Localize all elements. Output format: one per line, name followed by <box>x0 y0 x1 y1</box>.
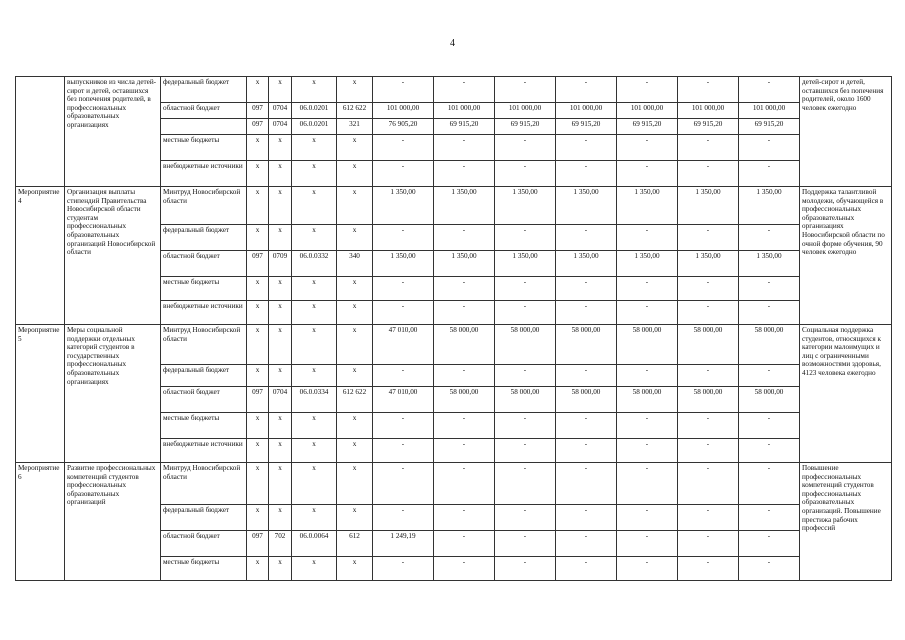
event-cell: Мероприятие 4 <box>16 187 65 325</box>
amount-cell: 69 915,20 <box>739 119 800 135</box>
code-cell-rz: 0704 <box>269 119 292 135</box>
amount-cell: 58 000,00 <box>617 325 678 365</box>
amount-cell: - <box>739 161 800 187</box>
amount-cell: - <box>678 505 739 531</box>
amount-cell: - <box>495 413 556 439</box>
amount-cell: - <box>373 439 434 463</box>
amount-cell: - <box>556 413 617 439</box>
code-cell-vr: 321 <box>337 119 373 135</box>
amount-cell: 101 000,00 <box>678 103 739 119</box>
code-cell-vr: х <box>337 301 373 325</box>
event-cell: Мероприятие 6 <box>16 463 65 581</box>
code-cell-csr: х <box>292 225 337 251</box>
amount-cell: - <box>617 77 678 103</box>
amount-cell: - <box>434 557 495 581</box>
amount-cell: - <box>739 301 800 325</box>
code-cell-grbs: х <box>247 365 269 387</box>
amount-cell: - <box>495 277 556 301</box>
code-cell-csr: х <box>292 463 337 505</box>
code-cell-rz: х <box>269 135 292 161</box>
amount-cell: - <box>678 557 739 581</box>
amount-cell: 58 000,00 <box>617 387 678 413</box>
amount-cell: - <box>495 463 556 505</box>
amount-cell: - <box>495 77 556 103</box>
amount-cell: - <box>434 505 495 531</box>
code-cell-csr: х <box>292 439 337 463</box>
code-cell-vr: х <box>337 439 373 463</box>
code-cell-rz: 0709 <box>269 251 292 277</box>
code-cell-rz: х <box>269 463 292 505</box>
amount-cell: - <box>617 225 678 251</box>
code-cell-rz: х <box>269 557 292 581</box>
amount-cell: - <box>739 225 800 251</box>
code-cell-vr: х <box>337 135 373 161</box>
amount-cell: - <box>678 225 739 251</box>
funding-source-cell: федеральный бюджет <box>161 225 247 251</box>
amount-cell: 1 350,00 <box>678 187 739 225</box>
amount-cell: - <box>678 301 739 325</box>
amount-cell: - <box>556 135 617 161</box>
code-cell-vr: х <box>337 413 373 439</box>
code-cell-grbs: х <box>247 187 269 225</box>
table-row <box>16 187 892 225</box>
code-cell-rz: 0704 <box>269 103 292 119</box>
amount-cell: 47 010,00 <box>373 325 434 365</box>
code-cell-grbs: х <box>247 161 269 187</box>
budget-table <box>15 76 892 581</box>
code-cell-csr: 06.0.0334 <box>292 387 337 413</box>
expected-result-cell: детей-сирот и детей, оставшихся без попечения родителей, около 1600 человек ежегодно <box>800 77 892 187</box>
amount-cell: 69 915,20 <box>678 119 739 135</box>
code-cell-csr: х <box>292 161 337 187</box>
code-cell-vr: х <box>337 187 373 225</box>
code-cell-rz: х <box>269 325 292 365</box>
code-cell-vr: 612 622 <box>337 387 373 413</box>
amount-cell: - <box>556 505 617 531</box>
page-number: 4 <box>450 38 455 49</box>
amount-cell: 1 350,00 <box>556 251 617 277</box>
amount-cell: 58 000,00 <box>739 387 800 413</box>
code-cell-csr: х <box>292 135 337 161</box>
code-cell-vr: х <box>337 225 373 251</box>
amount-cell: 58 000,00 <box>434 325 495 365</box>
table-row <box>16 463 892 505</box>
funding-source-cell: федеральный бюджет <box>161 365 247 387</box>
code-cell-grbs: х <box>247 557 269 581</box>
amount-cell: - <box>678 365 739 387</box>
code-cell-grbs: х <box>247 135 269 161</box>
event-cell <box>16 77 65 187</box>
funding-source-cell: местные бюджеты <box>161 277 247 301</box>
amount-cell: - <box>739 365 800 387</box>
code-cell-rz: х <box>269 277 292 301</box>
funding-source-cell: внебюджетные источники <box>161 439 247 463</box>
code-cell-csr: х <box>292 557 337 581</box>
code-cell-vr: 612 <box>337 531 373 557</box>
amount-cell: - <box>739 463 800 505</box>
amount-cell: - <box>739 439 800 463</box>
amount-cell: 101 000,00 <box>373 103 434 119</box>
amount-cell: - <box>434 161 495 187</box>
code-cell-grbs: х <box>247 439 269 463</box>
amount-cell: - <box>434 301 495 325</box>
amount-cell: - <box>434 463 495 505</box>
code-cell-csr: х <box>292 301 337 325</box>
amount-cell: - <box>495 505 556 531</box>
amount-cell: - <box>373 557 434 581</box>
amount-cell: 69 915,20 <box>617 119 678 135</box>
amount-cell: - <box>495 365 556 387</box>
amount-cell: - <box>678 531 739 557</box>
amount-cell: - <box>739 531 800 557</box>
amount-cell: 47 010,00 <box>373 387 434 413</box>
code-cell-csr: х <box>292 187 337 225</box>
table-row <box>16 325 892 365</box>
code-cell-csr: х <box>292 77 337 103</box>
amount-cell: - <box>434 365 495 387</box>
code-cell-grbs: х <box>247 325 269 365</box>
amount-cell: - <box>678 463 739 505</box>
amount-cell: - <box>495 557 556 581</box>
code-cell-csr: 06.0.0201 <box>292 119 337 135</box>
code-cell-grbs: х <box>247 277 269 301</box>
funding-source-cell: областной бюджет <box>161 251 247 277</box>
code-cell-rz: х <box>269 413 292 439</box>
code-cell-grbs: х <box>247 301 269 325</box>
amount-cell: 1 350,00 <box>678 251 739 277</box>
amount-cell: 101 000,00 <box>739 103 800 119</box>
amount-cell: - <box>617 505 678 531</box>
code-cell-csr: х <box>292 413 337 439</box>
code-cell-csr: 06.0.0332 <box>292 251 337 277</box>
amount-cell: - <box>373 365 434 387</box>
amount-cell: - <box>617 413 678 439</box>
amount-cell: - <box>678 77 739 103</box>
amount-cell: 1 350,00 <box>373 251 434 277</box>
amount-cell: 1 350,00 <box>434 187 495 225</box>
amount-cell: - <box>617 463 678 505</box>
amount-cell: 76 905,20 <box>373 119 434 135</box>
amount-cell: 1 350,00 <box>556 187 617 225</box>
code-cell-vr: х <box>337 161 373 187</box>
amount-cell: - <box>373 463 434 505</box>
amount-cell: - <box>678 413 739 439</box>
funding-source-cell: Минтруд Новосибирской области <box>161 325 247 365</box>
funding-source-cell: областной бюджет <box>161 103 247 119</box>
code-cell-rz: х <box>269 161 292 187</box>
amount-cell: - <box>678 135 739 161</box>
funding-source-cell <box>161 119 247 135</box>
description-cell: Организация выплаты стипендий Правительства Новосибирской области студентам профессиональных образовательных организаций Новосибирской области <box>65 187 161 325</box>
funding-source-cell: областной бюджет <box>161 387 247 413</box>
amount-cell: - <box>556 439 617 463</box>
code-cell-grbs: 097 <box>247 531 269 557</box>
event-cell: Мероприятие 5 <box>16 325 65 463</box>
amount-cell: 101 000,00 <box>556 103 617 119</box>
amount-cell: - <box>678 161 739 187</box>
funding-source-cell: внебюджетные источники <box>161 301 247 325</box>
amount-cell: 1 350,00 <box>495 187 556 225</box>
code-cell-csr: 06.0.0064 <box>292 531 337 557</box>
description-cell: Меры социальной поддержки отдельных категорий студентов в государственных профессиональных образовательных организациях <box>65 325 161 463</box>
code-cell-csr: х <box>292 505 337 531</box>
code-cell-rz: х <box>269 439 292 463</box>
code-cell-vr: 612 622 <box>337 103 373 119</box>
funding-source-cell: местные бюджеты <box>161 557 247 581</box>
amount-cell: 58 000,00 <box>495 387 556 413</box>
amount-cell: - <box>617 557 678 581</box>
description-cell: Развитие профессиональных компетенций студентов профессиональных образовательных организаций <box>65 463 161 581</box>
funding-source-cell: областной бюджет <box>161 531 247 557</box>
code-cell-grbs: х <box>247 463 269 505</box>
expected-result-cell: Поддержка талантливой молодежи, обучающейся в профессиональных образовательных организациях Новосибирской области по очной форме обучения, 90 человек ежегодно <box>800 187 892 325</box>
amount-cell: 1 350,00 <box>739 251 800 277</box>
code-cell-grbs: х <box>247 505 269 531</box>
funding-source-cell: Минтруд Новосибирской области <box>161 187 247 225</box>
amount-cell: - <box>434 439 495 463</box>
amount-cell: 1 350,00 <box>617 187 678 225</box>
code-cell-vr: х <box>337 463 373 505</box>
amount-cell: - <box>739 413 800 439</box>
amount-cell: - <box>434 413 495 439</box>
funding-source-cell: внебюджетные источники <box>161 161 247 187</box>
amount-cell: 58 000,00 <box>434 387 495 413</box>
code-cell-csr: х <box>292 325 337 365</box>
amount-cell: - <box>495 301 556 325</box>
code-cell-rz: х <box>269 365 292 387</box>
code-cell-vr: х <box>337 365 373 387</box>
amount-cell: - <box>678 277 739 301</box>
code-cell-grbs: х <box>247 77 269 103</box>
amount-cell: - <box>434 531 495 557</box>
code-cell-rz: 702 <box>269 531 292 557</box>
amount-cell: - <box>556 531 617 557</box>
amount-cell: 58 000,00 <box>739 325 800 365</box>
amount-cell: - <box>373 301 434 325</box>
amount-cell: 58 000,00 <box>495 325 556 365</box>
amount-cell: - <box>373 505 434 531</box>
amount-cell: - <box>556 77 617 103</box>
amount-cell: 69 915,20 <box>434 119 495 135</box>
amount-cell: - <box>739 505 800 531</box>
code-cell-vr: х <box>337 557 373 581</box>
funding-source-cell: местные бюджеты <box>161 413 247 439</box>
amount-cell: 58 000,00 <box>556 387 617 413</box>
amount-cell: 1 350,00 <box>617 251 678 277</box>
amount-cell: - <box>434 225 495 251</box>
amount-cell: - <box>495 439 556 463</box>
code-cell-vr: х <box>337 505 373 531</box>
amount-cell: - <box>434 135 495 161</box>
amount-cell: - <box>434 277 495 301</box>
code-cell-rz: х <box>269 225 292 251</box>
code-cell-vr: 340 <box>337 251 373 277</box>
code-cell-csr: х <box>292 365 337 387</box>
amount-cell: - <box>617 365 678 387</box>
amount-cell: - <box>556 463 617 505</box>
funding-source-cell: Минтруд Новосибирской области <box>161 463 247 505</box>
amount-cell: - <box>739 135 800 161</box>
amount-cell: - <box>373 225 434 251</box>
amount-cell: - <box>739 277 800 301</box>
amount-cell: 58 000,00 <box>678 325 739 365</box>
amount-cell: - <box>495 135 556 161</box>
amount-cell: - <box>495 225 556 251</box>
amount-cell: - <box>617 301 678 325</box>
amount-cell: - <box>434 77 495 103</box>
amount-cell: - <box>739 557 800 581</box>
expected-result-cell: Социальная поддержка студентов, относящихся к категории малоимущих и лиц с ограниченными возможностями здоровья, 4123 человека ежегодно <box>800 325 892 463</box>
amount-cell: - <box>373 135 434 161</box>
amount-cell: - <box>617 277 678 301</box>
amount-cell: - <box>373 161 434 187</box>
amount-cell: 101 000,00 <box>434 103 495 119</box>
amount-cell: 58 000,00 <box>678 387 739 413</box>
code-cell-rz: х <box>269 301 292 325</box>
amount-cell: - <box>495 531 556 557</box>
code-cell-grbs: 097 <box>247 119 269 135</box>
code-cell-vr: х <box>337 325 373 365</box>
amount-cell: 101 000,00 <box>495 103 556 119</box>
code-cell-csr: х <box>292 277 337 301</box>
amount-cell: - <box>617 135 678 161</box>
amount-cell: 58 000,00 <box>556 325 617 365</box>
amount-cell: - <box>373 77 434 103</box>
code-cell-rz: 0704 <box>269 387 292 413</box>
code-cell-rz: х <box>269 77 292 103</box>
amount-cell: - <box>617 439 678 463</box>
code-cell-vr: х <box>337 277 373 301</box>
code-cell-grbs: 097 <box>247 251 269 277</box>
code-cell-vr: х <box>337 77 373 103</box>
amount-cell: 1 350,00 <box>373 187 434 225</box>
amount-cell: - <box>617 531 678 557</box>
amount-cell: - <box>556 225 617 251</box>
table-row <box>16 77 892 103</box>
code-cell-rz: х <box>269 187 292 225</box>
amount-cell: - <box>556 557 617 581</box>
amount-cell: 69 915,20 <box>495 119 556 135</box>
expected-result-cell: Повышение профессиональных компетенций студентов профессиональных образовательных организаций. Повышение престижа рабочих профессий <box>800 463 892 581</box>
amount-cell: - <box>617 161 678 187</box>
amount-cell: 1 249,19 <box>373 531 434 557</box>
description-cell: выпускников из числа детей-сирот и детей, оставшихся без попечения родителей, в профессиональных образовательных организациях <box>65 77 161 187</box>
funding-source-cell: федеральный бюджет <box>161 505 247 531</box>
amount-cell: 1 350,00 <box>739 187 800 225</box>
amount-cell: - <box>373 413 434 439</box>
amount-cell: - <box>373 277 434 301</box>
amount-cell: - <box>678 439 739 463</box>
amount-cell: - <box>495 161 556 187</box>
code-cell-grbs: 097 <box>247 103 269 119</box>
amount-cell: 1 350,00 <box>495 251 556 277</box>
code-cell-grbs: 097 <box>247 387 269 413</box>
code-cell-grbs: х <box>247 413 269 439</box>
amount-cell: - <box>739 77 800 103</box>
amount-cell: - <box>556 365 617 387</box>
amount-cell: 69 915,20 <box>556 119 617 135</box>
amount-cell: 1 350,00 <box>434 251 495 277</box>
amount-cell: - <box>556 301 617 325</box>
code-cell-grbs: х <box>247 225 269 251</box>
amount-cell: - <box>556 277 617 301</box>
code-cell-csr: 06.0.0201 <box>292 103 337 119</box>
amount-cell: - <box>556 161 617 187</box>
funding-source-cell: федеральный бюджет <box>161 77 247 103</box>
funding-source-cell: местные бюджеты <box>161 135 247 161</box>
code-cell-rz: х <box>269 505 292 531</box>
amount-cell: 101 000,00 <box>617 103 678 119</box>
